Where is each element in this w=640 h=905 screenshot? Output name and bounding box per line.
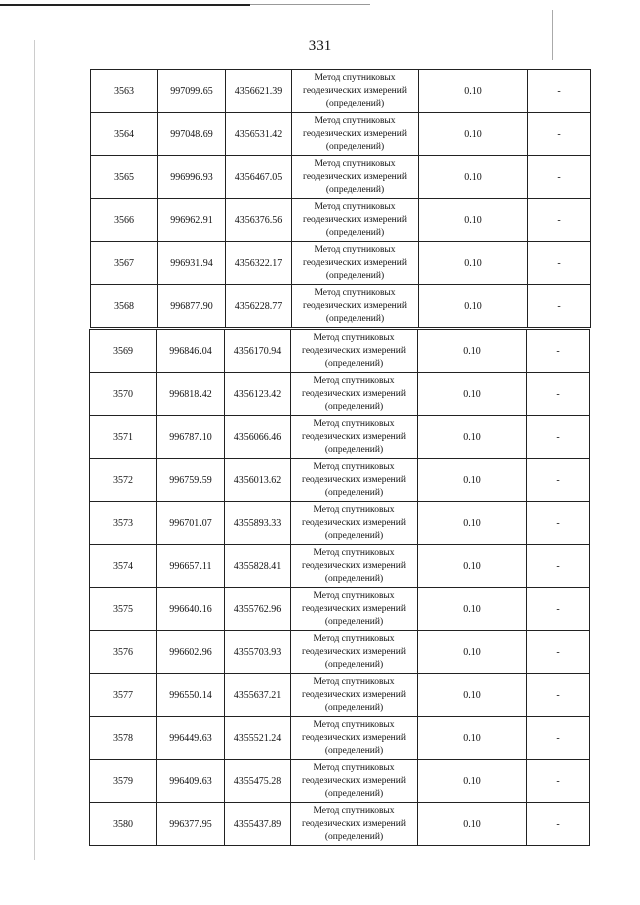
method-text-line: Метод спутниковых (313, 633, 395, 644)
error-cell: 0.10 (418, 588, 527, 631)
error-cell: 0.10 (418, 545, 527, 588)
point-number-cell: 3565 (91, 156, 158, 199)
point-number-cell: 3576 (90, 631, 157, 674)
y-coordinate-cell: 4356467.05 (226, 156, 292, 199)
point-number-cell: 3580 (90, 803, 157, 846)
error-cell: 0.10 (418, 416, 527, 459)
error-cell: 0.10 (418, 502, 527, 545)
y-coordinate-cell: 4355437.89 (225, 803, 291, 846)
method-text-line: геодезических измерений (303, 300, 407, 311)
method-text-line: Метод спутниковых (313, 461, 395, 472)
note-cell: - (527, 588, 590, 631)
y-coordinate-cell: 4356066.46 (225, 416, 291, 459)
method-cell (291, 502, 418, 545)
method-cell (292, 199, 419, 242)
point-number-cell: 3568 (91, 285, 158, 328)
note-cell: - (528, 113, 591, 156)
note-cell: - (527, 416, 590, 459)
y-coordinate-cell: 4356621.39 (226, 70, 292, 113)
method-text-line: Метод спутниковых (313, 418, 395, 429)
table-row (90, 717, 590, 760)
method-text-line: (определений) (325, 270, 385, 281)
y-coordinate-cell: 4356123.42 (225, 373, 291, 416)
error-cell: 0.10 (419, 156, 528, 199)
x-coordinate-cell: 996550.14 (157, 674, 225, 717)
point-number-cell: 3578 (90, 717, 157, 760)
x-coordinate-cell: 996787.10 (157, 416, 225, 459)
method-text-line: геодезических измерений (303, 171, 407, 182)
method-text-line: (определений) (325, 313, 385, 324)
y-coordinate-cell: 4355703.93 (225, 631, 291, 674)
y-coordinate-cell: 4356228.77 (226, 285, 292, 328)
method-text-line: Метод спутниковых (313, 375, 395, 386)
coordinates-table-top (90, 69, 591, 328)
x-coordinate-cell: 996818.42 (157, 373, 225, 416)
method-cell (291, 459, 418, 502)
method-cell (291, 588, 418, 631)
error-cell: 0.10 (418, 631, 527, 674)
error-cell: 0.10 (418, 330, 527, 373)
y-coordinate-cell: 4355828.41 (225, 545, 291, 588)
method-text-line: геодезических измерений (303, 257, 407, 268)
method-text-line: (определений) (325, 184, 385, 195)
note-cell: - (527, 631, 590, 674)
note-cell: - (527, 803, 590, 846)
y-coordinate-cell: 4356376.56 (226, 199, 292, 242)
coordinates-table-bottom (89, 329, 590, 846)
note-cell: - (528, 242, 591, 285)
scan-top-edge-line (0, 4, 250, 6)
point-number-cell: 3577 (90, 674, 157, 717)
method-text-line: геодезических измерений (302, 775, 406, 786)
method-text-line: Метод спутниковых (313, 332, 395, 343)
table-row (90, 459, 590, 502)
table-row (90, 416, 590, 459)
method-text-line: (определений) (325, 227, 385, 238)
method-cell (292, 113, 419, 156)
y-coordinate-cell: 4356170.94 (225, 330, 291, 373)
note-cell: - (527, 674, 590, 717)
method-text-line: (определений) (325, 141, 385, 152)
method-text-line: геодезических измерений (303, 128, 407, 139)
table-row (91, 199, 591, 242)
point-number-cell: 3575 (90, 588, 157, 631)
x-coordinate-cell: 996931.94 (158, 242, 226, 285)
error-cell: 0.10 (418, 373, 527, 416)
x-coordinate-cell: 996377.95 (157, 803, 225, 846)
error-cell: 0.10 (419, 199, 528, 242)
note-cell: - (527, 373, 590, 416)
point-number-cell: 3569 (90, 330, 157, 373)
method-text-line: (определений) (324, 788, 384, 799)
method-text-line: геодезических измерений (302, 646, 406, 657)
method-cell (291, 760, 418, 803)
method-text-line: (определений) (324, 530, 384, 541)
note-cell: - (527, 760, 590, 803)
method-text-line: геодезических измерений (302, 431, 406, 442)
method-cell (291, 416, 418, 459)
method-text-line: Метод спутниковых (314, 244, 396, 255)
method-text-line: (определений) (325, 98, 385, 109)
method-text-line: (определений) (324, 745, 384, 756)
x-coordinate-cell: 996877.90 (158, 285, 226, 328)
y-coordinate-cell: 4355475.28 (225, 760, 291, 803)
note-cell: - (528, 156, 591, 199)
method-text-line: геодезических измерений (302, 345, 406, 356)
y-coordinate-cell: 4355637.21 (225, 674, 291, 717)
error-cell: 0.10 (419, 70, 528, 113)
error-cell: 0.10 (418, 760, 527, 803)
method-cell (292, 156, 419, 199)
method-cell (291, 330, 418, 373)
method-text-line: (определений) (324, 702, 384, 713)
point-number-cell: 3567 (91, 242, 158, 285)
error-cell: 0.10 (419, 113, 528, 156)
method-text-line: Метод спутниковых (314, 115, 396, 126)
method-text-line: (определений) (324, 358, 384, 369)
x-coordinate-cell: 996640.16 (157, 588, 225, 631)
x-coordinate-cell: 996759.59 (157, 459, 225, 502)
x-coordinate-cell: 997099.65 (158, 70, 226, 113)
x-coordinate-cell: 996449.63 (157, 717, 225, 760)
table-row (91, 242, 591, 285)
note-cell: - (528, 70, 591, 113)
point-number-cell: 3574 (90, 545, 157, 588)
method-text-line: геодезических измерений (302, 388, 406, 399)
method-cell (291, 674, 418, 717)
method-cell (292, 70, 419, 113)
method-text-line: геодезических измерений (302, 732, 406, 743)
method-text-line: Метод спутниковых (313, 504, 395, 515)
method-text-line: геодезических измерений (303, 214, 407, 225)
method-text-line: геодезических измерений (302, 689, 406, 700)
method-text-line: Метод спутниковых (313, 762, 395, 773)
table-row (90, 502, 590, 545)
y-coordinate-cell: 4356322.17 (226, 242, 292, 285)
method-text-line: геодезических измерений (302, 517, 406, 528)
table-row (91, 70, 591, 113)
point-number-cell: 3579 (90, 760, 157, 803)
x-coordinate-cell: 996846.04 (157, 330, 225, 373)
method-text-line: (определений) (324, 573, 384, 584)
error-cell: 0.10 (419, 285, 528, 328)
table-row (90, 674, 590, 717)
note-cell: - (527, 717, 590, 760)
x-coordinate-cell: 996409.63 (157, 760, 225, 803)
method-text-line: геодезических измерений (302, 474, 406, 485)
scan-left-margin-mark (34, 40, 35, 860)
note-cell: - (528, 199, 591, 242)
point-number-cell: 3563 (91, 70, 158, 113)
method-text-line: (определений) (324, 659, 384, 670)
method-text-line: Метод спутниковых (313, 805, 395, 816)
table-row (90, 373, 590, 416)
method-text-line: Метод спутниковых (313, 590, 395, 601)
note-cell: - (527, 330, 590, 373)
table-row (91, 285, 591, 328)
table-row (90, 545, 590, 588)
note-cell: - (527, 459, 590, 502)
method-text-line: Метод спутниковых (314, 72, 396, 83)
method-text-line: (определений) (324, 444, 384, 455)
table-top-body (91, 70, 591, 328)
error-cell: 0.10 (418, 674, 527, 717)
table-row (90, 588, 590, 631)
error-cell: 0.10 (419, 242, 528, 285)
y-coordinate-cell: 4356531.42 (226, 113, 292, 156)
table-row (90, 760, 590, 803)
point-number-cell: 3564 (91, 113, 158, 156)
method-text-line: геодезических измерений (303, 85, 407, 96)
method-text-line: Метод спутниковых (313, 676, 395, 687)
method-cell (291, 545, 418, 588)
method-text-line: (определений) (324, 831, 384, 842)
point-number-cell: 3572 (90, 459, 157, 502)
y-coordinate-cell: 4356013.62 (225, 459, 291, 502)
error-cell: 0.10 (418, 459, 527, 502)
method-text-line: (определений) (324, 616, 384, 627)
error-cell: 0.10 (418, 717, 527, 760)
method-text-line: Метод спутниковых (314, 287, 396, 298)
x-coordinate-cell: 996657.11 (157, 545, 225, 588)
method-cell (292, 242, 419, 285)
method-text-line: геодезических измерений (302, 603, 406, 614)
error-cell: 0.10 (418, 803, 527, 846)
point-number-cell: 3570 (90, 373, 157, 416)
method-cell (291, 803, 418, 846)
method-text-line: Метод спутниковых (313, 547, 395, 558)
method-cell (291, 631, 418, 674)
page-number: 331 (308, 38, 332, 54)
point-number-cell: 3571 (90, 416, 157, 459)
note-cell: - (527, 502, 590, 545)
table-bottom-body (90, 330, 590, 846)
y-coordinate-cell: 4355762.96 (225, 588, 291, 631)
note-cell: - (527, 545, 590, 588)
x-coordinate-cell: 996962.91 (158, 199, 226, 242)
method-text-line: геодезических измерений (302, 560, 406, 571)
table-row (91, 156, 591, 199)
method-text-line: Метод спутниковых (314, 201, 396, 212)
method-cell (291, 717, 418, 760)
point-number-cell: 3573 (90, 502, 157, 545)
method-text-line: (определений) (324, 487, 384, 498)
table-row (90, 803, 590, 846)
method-cell (292, 285, 419, 328)
y-coordinate-cell: 4355893.33 (225, 502, 291, 545)
point-number-cell: 3566 (91, 199, 158, 242)
y-coordinate-cell: 4355521.24 (225, 717, 291, 760)
method-cell (291, 373, 418, 416)
method-text-line: геодезических измерений (302, 818, 406, 829)
note-cell: - (528, 285, 591, 328)
table-row (91, 113, 591, 156)
table-row (90, 631, 590, 674)
table-row (90, 330, 590, 373)
method-text-line: (определений) (324, 401, 384, 412)
method-text-line: Метод спутниковых (313, 719, 395, 730)
method-text-line: Метод спутниковых (314, 158, 396, 169)
x-coordinate-cell: 996996.93 (158, 156, 226, 199)
x-coordinate-cell: 997048.69 (158, 113, 226, 156)
scan-top-smudge (250, 4, 370, 5)
x-coordinate-cell: 996602.96 (157, 631, 225, 674)
x-coordinate-cell: 996701.07 (157, 502, 225, 545)
